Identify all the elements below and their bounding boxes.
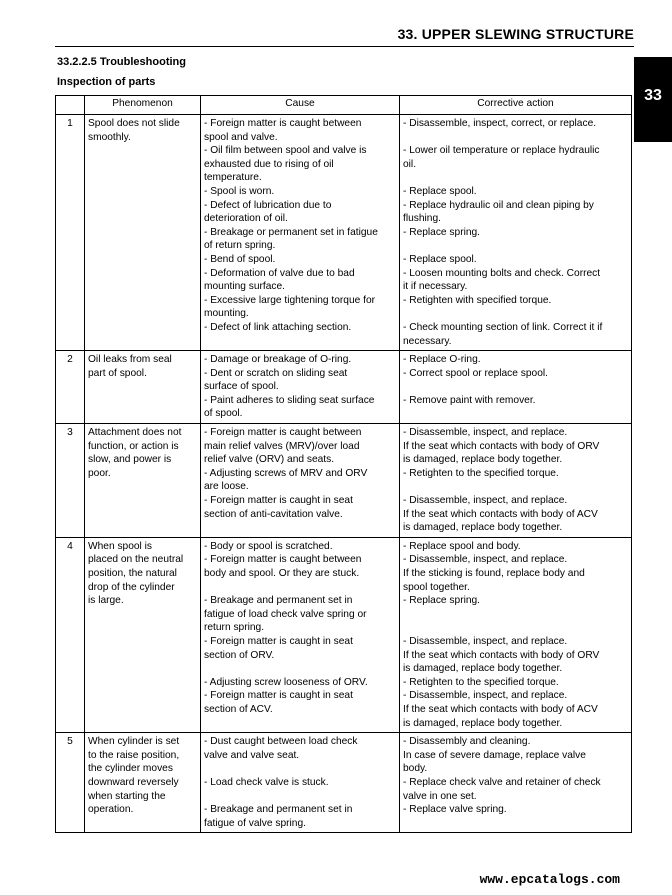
cause-line: - Adjusting screws of MRV and ORV bbox=[204, 467, 368, 479]
cause-line: are loose. bbox=[204, 481, 249, 493]
cause-cell bbox=[201, 351, 400, 424]
phenomenon-cell bbox=[85, 424, 201, 538]
cause-cell bbox=[201, 424, 400, 538]
cause-line: spool and valve. bbox=[204, 131, 278, 143]
cause-line: - Foreign matter is caught in seat bbox=[204, 635, 353, 647]
footer-watermark: www.epcatalogs.com bbox=[479, 872, 620, 887]
cause-line: relief valve (ORV) and seats. bbox=[204, 454, 335, 466]
cause-line: - Foreign matter is caught between bbox=[204, 427, 362, 439]
cause-line: fatigue of load check valve spring or bbox=[204, 608, 367, 620]
corrective-action-line: spool together. bbox=[403, 581, 470, 593]
cause-line: - Body or spool is scratched. bbox=[204, 540, 333, 552]
cause-line: - Breakage and permanent set in bbox=[204, 595, 353, 607]
row-number: 1 bbox=[56, 115, 85, 351]
phenomenon-cell bbox=[85, 733, 201, 833]
phenomenon-line: to the raise position, bbox=[88, 749, 180, 761]
corrective-action-line: - Replace O-ring. bbox=[403, 354, 481, 366]
cause-line: mounting surface. bbox=[204, 281, 285, 293]
corrective-action-line: oil. bbox=[403, 158, 417, 170]
corrective-action-line: - Replace check valve and retainer of check bbox=[403, 776, 601, 788]
cause-line: - Foreign matter is caught between bbox=[204, 118, 362, 129]
cause-line: - Defect of lubrication due to bbox=[204, 199, 332, 211]
phenomenon-line: When cylinder is set bbox=[88, 736, 180, 748]
corrective-action-line: In case of severe damage, replace valve bbox=[403, 749, 586, 761]
corrective-action-line: is damaged, replace body together. bbox=[403, 454, 563, 466]
phenomenon-line: position, the natural bbox=[88, 568, 177, 579]
corrective-action-line: - Disassemble, inspect, and replace. bbox=[403, 427, 568, 439]
blank-line bbox=[403, 608, 628, 622]
cause-cell bbox=[201, 537, 400, 732]
phenomenon-line: placed on the neutral bbox=[88, 554, 184, 566]
cause-line: surface of spool. bbox=[204, 381, 279, 393]
phenomenon-cell bbox=[85, 351, 201, 424]
cause-line: return spring. bbox=[204, 622, 265, 634]
blank-line bbox=[403, 480, 628, 494]
corrective-action-line: is damaged, replace body together. bbox=[403, 717, 563, 729]
chapter-tab: 33 bbox=[634, 57, 672, 142]
cause-line: section of ACV. bbox=[204, 703, 273, 715]
corrective-action-line: necessary. bbox=[403, 335, 452, 347]
cause-line: - Foreign matter is caught in seat bbox=[204, 690, 353, 702]
cause-line: - Foreign matter is caught between bbox=[204, 554, 362, 566]
phenomenon-line: the cylinder moves bbox=[88, 763, 173, 775]
corrective-action-line: - Disassembly and cleaning. bbox=[403, 736, 531, 748]
corrective-action-line: - Correct spool or replace spool. bbox=[403, 367, 548, 379]
cause-line: main relief valves (MRV)/over load bbox=[204, 440, 360, 452]
cause-line: - Load check valve is stuck. bbox=[204, 776, 329, 788]
corrective-action-line: - Lower oil temperature or replace hydraulic bbox=[403, 145, 600, 157]
phenomenon-line: Spool does not slide bbox=[88, 118, 180, 129]
cause-line: - Excessive large tightening torque for bbox=[204, 294, 376, 306]
corrective-action-cell bbox=[400, 424, 632, 538]
cause-line: - Dust caught between load check bbox=[204, 736, 358, 748]
blank-line bbox=[204, 662, 396, 676]
blank-line bbox=[204, 762, 396, 776]
corrective-action-line: - Replace spool. bbox=[403, 253, 477, 265]
cause-line: - Deformation of valve due to bad bbox=[204, 267, 355, 279]
phenomenon-line: function, or action is bbox=[88, 440, 179, 452]
cause-cell bbox=[201, 733, 400, 833]
blank-line bbox=[403, 307, 628, 321]
corrective-action-line: - Disassemble, inspect, and replace. bbox=[403, 554, 568, 566]
corrective-action-line: If the seat which contacts with body of ACV bbox=[403, 508, 598, 520]
troubleshooting-table bbox=[55, 95, 632, 833]
corrective-action-line: - Replace valve spring. bbox=[403, 804, 507, 816]
corrective-action-line: - Retighten with specified torque. bbox=[403, 294, 552, 306]
column-header-number bbox=[56, 96, 85, 115]
header-divider bbox=[55, 46, 634, 47]
cause-line: valve and valve seat. bbox=[204, 749, 300, 761]
section-heading: 33.2.2.5 Troubleshooting bbox=[57, 56, 186, 68]
cause-line: - Breakage and permanent set in bbox=[204, 804, 353, 816]
cause-line: section of anti-cavitation valve. bbox=[204, 508, 343, 520]
corrective-action-line: If the seat which contacts with body of ORV bbox=[403, 649, 600, 661]
table-row bbox=[56, 537, 632, 732]
cause-line: - Damage or breakage of O-ring. bbox=[204, 354, 352, 366]
table-row bbox=[56, 115, 632, 351]
page-header-title: 33. UPPER SLEWING STRUCTURE bbox=[397, 26, 634, 42]
corrective-action-cell bbox=[400, 351, 632, 424]
corrective-action-cell bbox=[400, 537, 632, 732]
column-header-cause: Cause bbox=[201, 96, 400, 115]
corrective-action-line: valve in one set. bbox=[403, 790, 477, 802]
corrective-action-line: If the sticking is found, replace body and bbox=[403, 568, 585, 579]
corrective-action-line: is damaged, replace body together. bbox=[403, 522, 563, 534]
row-number: 2 bbox=[56, 351, 85, 424]
row-number: 4 bbox=[56, 537, 85, 732]
corrective-action-cell bbox=[400, 115, 632, 351]
phenomenon-cell bbox=[85, 115, 201, 351]
blank-line bbox=[403, 621, 628, 635]
section-subheading: Inspection of parts bbox=[57, 76, 156, 88]
corrective-action-line: it if necessary. bbox=[403, 281, 468, 293]
corrective-action-line: - Replace spool. bbox=[403, 185, 477, 197]
cause-line: exhausted due to rising of oil bbox=[204, 158, 334, 170]
corrective-action-line: - Disassemble, inspect, and replace. bbox=[403, 495, 568, 507]
cause-cell bbox=[201, 115, 400, 351]
cause-line: body and spool. Or they are stuck. bbox=[204, 568, 360, 579]
table-row bbox=[56, 424, 632, 538]
table-row bbox=[56, 351, 632, 424]
phenomenon-line: operation. bbox=[88, 804, 134, 816]
cause-line: - Breakage or permanent set in fatigue bbox=[204, 226, 378, 238]
cause-line: - Adjusting screw looseness of ORV. bbox=[204, 676, 368, 688]
blank-line bbox=[403, 380, 628, 394]
cause-line: - Oil film between spool and valve is bbox=[204, 145, 367, 157]
cause-line: - Foreign matter is caught in seat bbox=[204, 495, 353, 507]
corrective-action-line: If the seat which contacts with body of ORV bbox=[403, 440, 600, 452]
corrective-action-line: - Retighten to the specified torque. bbox=[403, 467, 559, 479]
phenomenon-line: Oil leaks from seal bbox=[88, 354, 172, 366]
cause-line: of return spring. bbox=[204, 240, 276, 252]
cause-line: of spool. bbox=[204, 408, 243, 420]
corrective-action-line: If the seat which contacts with body of ACV bbox=[403, 703, 598, 715]
corrective-action-line: - Replace spring. bbox=[403, 226, 481, 238]
corrective-action-line: - Replace spring. bbox=[403, 595, 481, 607]
blank-line bbox=[403, 171, 628, 185]
corrective-action-line: - Retighten to the specified torque. bbox=[403, 676, 559, 688]
corrective-action-line: - Replace hydraulic oil and clean piping by bbox=[403, 199, 594, 211]
corrective-action-line: - Replace spool and body. bbox=[403, 540, 521, 552]
table-header-row bbox=[56, 96, 632, 115]
phenomenon-line: poor. bbox=[88, 467, 111, 479]
cause-line: - Bend of spool. bbox=[204, 253, 276, 265]
row-number: 5 bbox=[56, 733, 85, 833]
phenomenon-line: When spool is bbox=[88, 540, 152, 552]
corrective-action-line: - Disassemble, inspect, and replace. bbox=[403, 635, 568, 647]
corrective-action-line: flushing. bbox=[403, 213, 441, 225]
cause-line: fatigue of valve spring. bbox=[204, 817, 306, 829]
cause-line: - Defect of link attaching section. bbox=[204, 321, 352, 333]
phenomenon-line: drop of the cylinder bbox=[88, 581, 175, 593]
blank-line bbox=[403, 131, 628, 145]
table-body bbox=[56, 115, 632, 833]
cause-line: - Dent or scratch on sliding seat bbox=[204, 367, 348, 379]
corrective-action-line: - Check mounting section of link. Correct it if bbox=[403, 321, 603, 333]
cause-line: - Spool is worn. bbox=[204, 185, 275, 197]
blank-line bbox=[204, 581, 396, 595]
cause-line: temperature. bbox=[204, 172, 262, 184]
corrective-action-line: - Remove paint with remover. bbox=[403, 394, 536, 406]
cause-line: section of ORV. bbox=[204, 649, 275, 661]
cause-line: - Paint adheres to sliding seat surface bbox=[204, 394, 375, 406]
corrective-action-cell bbox=[400, 733, 632, 833]
cause-line: deterioration of oil. bbox=[204, 213, 288, 225]
phenomenon-cell bbox=[85, 537, 201, 732]
phenomenon-line: part of spool. bbox=[88, 367, 147, 379]
corrective-action-line: body. bbox=[403, 763, 428, 775]
cause-line: mounting. bbox=[204, 308, 249, 320]
phenomenon-line: slow, and power is bbox=[88, 454, 172, 466]
table-row bbox=[56, 733, 632, 833]
column-header-corrective-action: Corrective action bbox=[400, 96, 632, 115]
blank-line bbox=[403, 239, 628, 253]
corrective-action-line: - Loosen mounting bolts and check. Correct bbox=[403, 267, 601, 279]
phenomenon-line: is large. bbox=[88, 595, 124, 607]
corrective-action-line: - Disassemble, inspect, and replace. bbox=[403, 690, 568, 702]
corrective-action-line: is damaged, replace body together. bbox=[403, 663, 563, 675]
phenomenon-line: when starting the bbox=[88, 790, 166, 802]
phenomenon-line: downward reversely bbox=[88, 776, 179, 788]
phenomenon-line: smoothly. bbox=[88, 131, 131, 143]
phenomenon-line: Attachment does not bbox=[88, 427, 182, 439]
corrective-action-line: - Disassemble, inspect, correct, or replace. bbox=[403, 118, 597, 129]
blank-line bbox=[204, 790, 396, 804]
column-header-phenomenon: Phenomenon bbox=[85, 96, 201, 115]
row-number: 3 bbox=[56, 424, 85, 538]
